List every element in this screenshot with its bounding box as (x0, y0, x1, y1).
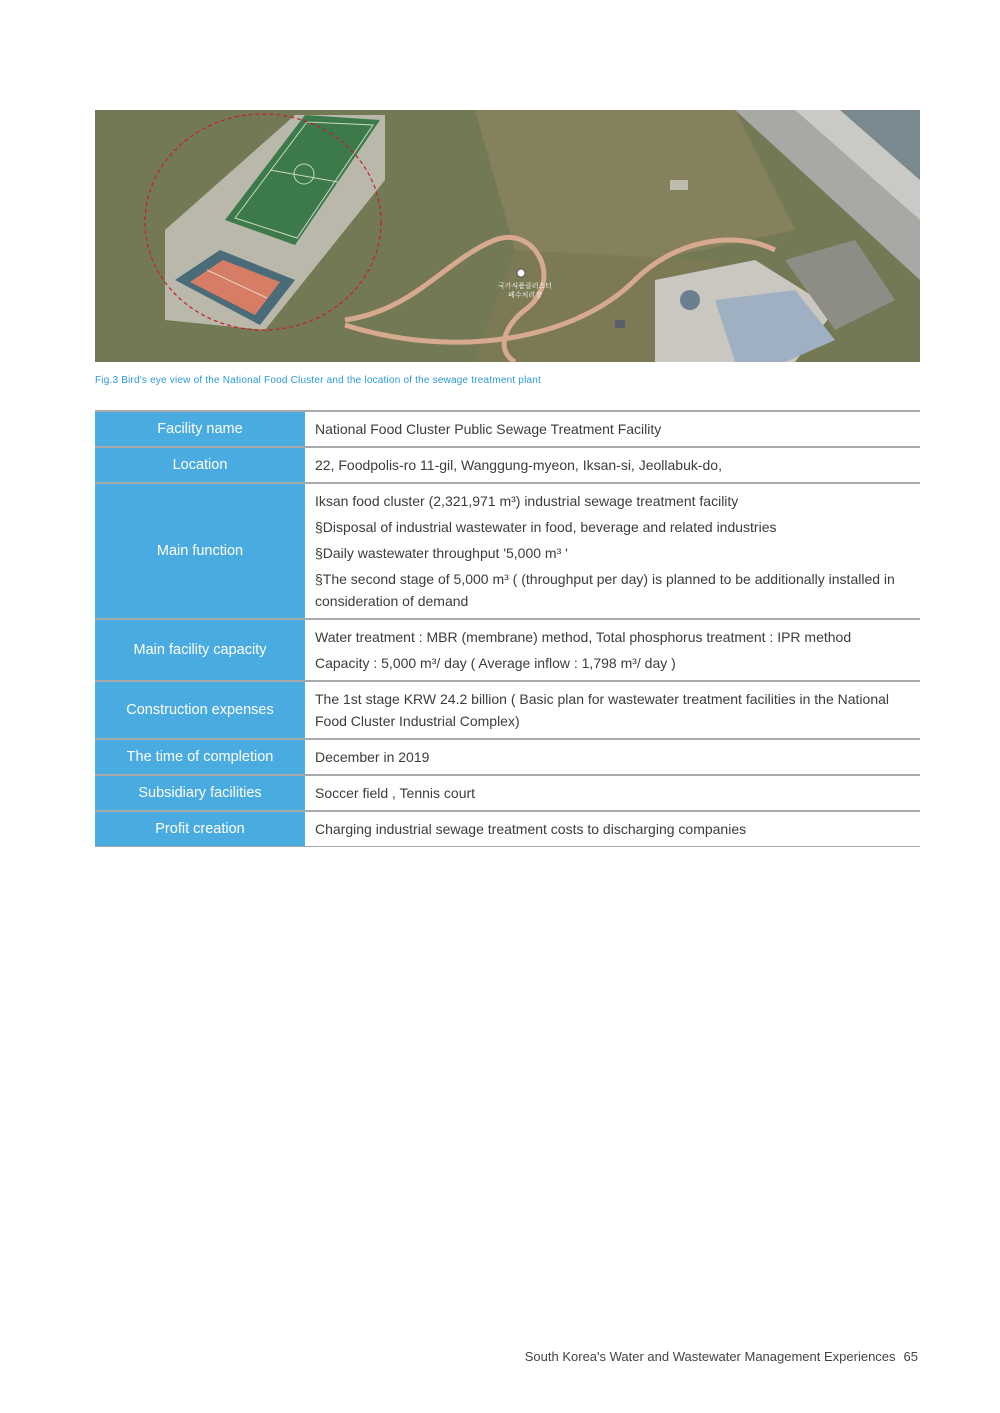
table-row (95, 681, 920, 739)
row-value (305, 811, 920, 847)
row-value (305, 775, 920, 811)
table-row (95, 811, 920, 847)
row-label: Construction expenses (95, 681, 305, 739)
row-value (305, 447, 920, 483)
row-label: Profit creation (95, 811, 305, 847)
row-label: Main facility capacity (95, 619, 305, 681)
row-value (305, 483, 920, 619)
table-row (95, 775, 920, 811)
table-row (95, 739, 920, 775)
page-footer (525, 1349, 918, 1364)
value-line: Iksan food cluster (2,321,971 m³) industrial sewage treatment facility (315, 493, 739, 509)
footer-title: South Korea's Water and Wastewater Management Experiences (524, 1349, 896, 1364)
row-label: Location (95, 447, 305, 483)
row-label: Subsidiary facilities (95, 775, 305, 811)
aerial-photo (95, 110, 920, 362)
table-row (95, 619, 920, 681)
value-line: Capacity : 5,000 m³/ day ( Average inflow : 1,798 m³/ day ) (315, 655, 676, 671)
value-line: 22, Foodpolis-ro 11-gil, Wanggung-myeon, Iksan-si, Jeollabuk-do, (315, 457, 722, 473)
row-value (305, 411, 920, 447)
page-number: 65 (903, 1349, 918, 1364)
value-line: §The second stage of 5,000 m³ ( (throughput per day) is planned to be additionally installed in consideration of demand (315, 571, 895, 609)
row-value (305, 739, 920, 775)
value-line: Water treatment : MBR (membrane) method, Total phosphorus treatment : IPR method (315, 629, 852, 645)
value-line: §Disposal of industrial wastewater in food, beverage and related industries (315, 519, 777, 535)
row-label: Facility name (95, 411, 305, 447)
table-row (95, 447, 920, 483)
value-line: The 1st stage KRW 24.2 billion ( Basic plan for wastewater treatment facilities in the National Food Cluster Industrial Complex) (315, 691, 890, 729)
value-line: §Daily wastewater throughput '5,000 m³ ' (315, 545, 568, 561)
facility-table (95, 410, 920, 847)
row-value (305, 681, 920, 739)
row-value (305, 619, 920, 681)
value-line: Soccer field , Tennis court (315, 785, 476, 801)
map-label-line2: 폐수처리장 (508, 291, 542, 299)
figure-caption: Fig.3 Bird's eye view of the National Food Cluster and the location of the sewage treatment plant (95, 375, 541, 386)
row-label: Main function (95, 483, 305, 619)
table-row (95, 483, 920, 619)
map-label-line1: 국가식품클러스터 (497, 282, 553, 290)
table-row (95, 411, 920, 447)
value-line: National Food Cluster Public Sewage Treatment Facility (315, 421, 662, 437)
value-line: December in 2019 (315, 749, 430, 765)
row-label: The time of completion (95, 739, 305, 775)
value-line: Charging industrial sewage treatment costs to discharging companies (315, 821, 747, 837)
